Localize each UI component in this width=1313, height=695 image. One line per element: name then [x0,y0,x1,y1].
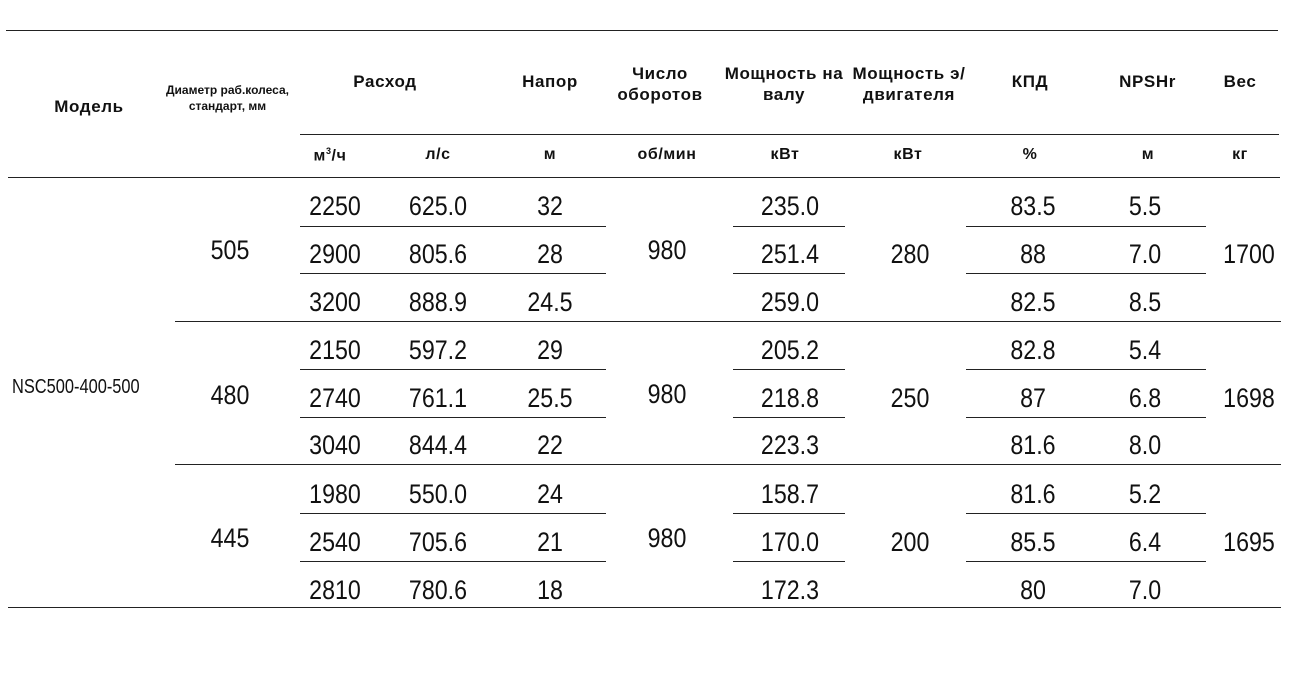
unit-flow-m3h: $м^3/ч$ [313,146,347,165]
head-cell: 28 [537,239,563,269]
row-divider [300,226,606,227]
flow-m3h-cell: 2150 [309,335,361,365]
row-divider [300,273,606,274]
flow-m3h-cell: 2900 [309,239,361,269]
flow-ls-cell: 761.1 [408,383,468,413]
shaft-power-cell: 205.2 [760,335,820,365]
header-impeller-diameter: Диаметр раб.колеса, стандарт, мм [166,83,289,113]
unit-weight: кг [1232,146,1248,163]
flow-m3h-cell: 3040 [309,430,361,460]
unit-npshr: м [1141,146,1155,163]
bottom-rule [8,607,1281,608]
units-divider [8,177,1280,178]
header-shaft-power: Мощность на валу [724,64,844,104]
head-cell: 29 [537,335,563,365]
flow-ls-cell: 625.0 [408,191,468,221]
row-divider [733,417,845,418]
npshr-cell: 8.5 [1128,287,1162,317]
shaft-power-cell: 170.0 [760,527,820,557]
row-divider [966,226,1206,227]
head-cell: 24.5 [527,287,573,317]
efficiency-cell: 82.5 [1010,287,1056,317]
speed-cell: 980 [647,235,687,265]
row-divider [733,226,845,227]
row-divider [733,369,845,370]
unit-efficiency: % [1022,146,1038,163]
row-divider [733,561,845,562]
efficiency-cell: 80 [1020,575,1046,605]
head-cell: 22 [537,430,563,460]
weight-cell: 1698 [1223,383,1275,413]
header-efficiency: КПД [1011,72,1049,91]
efficiency-cell: 82.8 [1010,335,1056,365]
shaft-power-cell: 223.3 [760,430,820,460]
shaft-power-cell: 235.0 [760,191,820,221]
efficiency-cell: 85.5 [1010,527,1056,557]
speed-cell: 980 [647,379,687,409]
flow-ls-cell: 780.6 [408,575,468,605]
row-divider [966,273,1206,274]
flow-m3h-cell: 2740 [309,383,361,413]
flow-m3h-cell: 1980 [309,479,361,509]
npshr-cell: 5.2 [1128,479,1162,509]
flow-ls-cell: 705.6 [408,527,468,557]
flow-m3h-cell: 2810 [309,575,361,605]
row-divider [300,561,606,562]
head-cell: 24 [537,479,563,509]
header-model: Модель [54,97,124,116]
flow-m3h-cell: 2540 [309,527,361,557]
row-divider [966,369,1206,370]
row-divider [300,513,606,514]
row-divider [966,417,1206,418]
unit-motor-power: кВт [893,146,923,163]
header-speed: Число оборотов [617,64,703,104]
efficiency-cell: 83.5 [1010,191,1056,221]
efficiency-cell: 88 [1020,239,1046,269]
model-name: NSC500-400-500 [12,376,140,398]
npshr-cell: 8.0 [1128,430,1162,460]
row-divider [300,369,606,370]
weight-cell: 1700 [1223,239,1275,269]
shaft-power-cell: 251.4 [760,239,820,269]
npshr-cell: 7.0 [1128,239,1162,269]
row-divider [733,273,845,274]
header-flow: Расход [353,72,417,91]
npshr-cell: 7.0 [1128,575,1162,605]
efficiency-cell: 81.6 [1010,479,1056,509]
speed-cell: 980 [647,523,687,553]
head-cell: 32 [537,191,563,221]
npshr-cell: 5.5 [1128,191,1162,221]
header-npshr: NPSHr [1119,72,1176,91]
head-cell: 18 [537,575,563,605]
diameter-cell: 505 [210,235,250,265]
unit-shaft-power: кВт [770,146,800,163]
motor-power-cell: 280 [890,239,930,269]
weight-cell: 1695 [1223,527,1275,557]
head-cell: 25.5 [527,383,573,413]
unit-speed: об/мин [637,146,697,163]
header-motor-power: Мощность э/двигателя [852,64,966,104]
shaft-power-cell: 172.3 [760,575,820,605]
shaft-power-cell: 158.7 [760,479,820,509]
top-rule [6,30,1278,31]
npshr-cell: 6.4 [1128,527,1162,557]
shaft-power-cell: 259.0 [760,287,820,317]
group-divider [175,321,1281,322]
flow-ls-cell: 888.9 [408,287,468,317]
flow-ls-cell: 805.6 [408,239,468,269]
flow-m3h-cell: 2250 [309,191,361,221]
unit-head: м [543,146,557,163]
npshr-cell: 5.4 [1128,335,1162,365]
flow-ls-cell: 550.0 [408,479,468,509]
row-divider [300,417,606,418]
diameter-cell: 480 [210,380,250,410]
motor-power-cell: 250 [890,383,930,413]
header-weight: Вес [1223,72,1257,91]
flow-m3h-cell: 3200 [309,287,361,317]
motor-power-cell: 200 [890,527,930,557]
npshr-cell: 6.8 [1128,383,1162,413]
efficiency-cell: 87 [1020,383,1046,413]
group-divider [175,464,1281,465]
row-divider [966,513,1206,514]
header-head: Напор [522,72,578,91]
row-divider [733,513,845,514]
head-cell: 21 [537,527,563,557]
efficiency-cell: 81.6 [1010,430,1056,460]
flow-ls-cell: 597.2 [408,335,468,365]
flow-ls-cell: 844.4 [408,430,468,460]
row-divider [966,561,1206,562]
unit-flow-ls: л/с [425,146,451,163]
header-divider [300,134,1279,135]
diameter-cell: 445 [210,523,250,553]
shaft-power-cell: 218.8 [760,383,820,413]
